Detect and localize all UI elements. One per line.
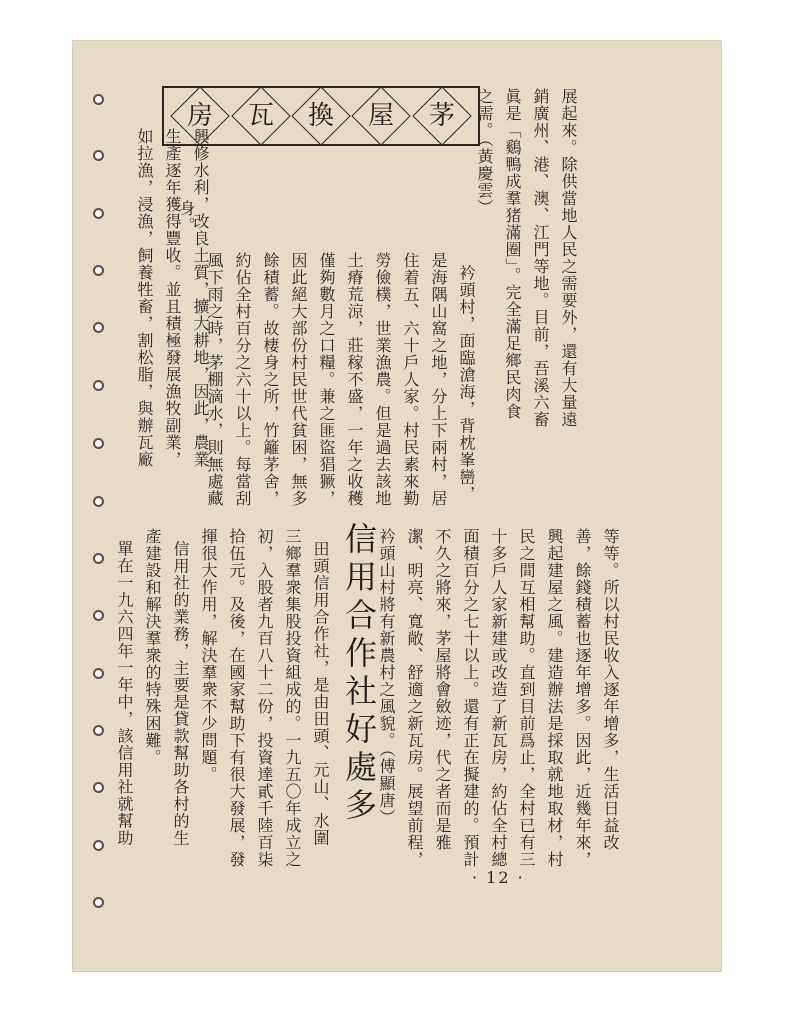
binding-hole: [93, 897, 104, 908]
title-char-text: 房: [187, 100, 214, 131]
article1-col: 等等。所以村民收入逐年增多，生活日益改: [601, 528, 620, 851]
article1-col: 餘積蓄。故棲身之所，竹籬茅舍，: [261, 252, 280, 507]
article2-col: 三鄉羣衆集股投資組成的。一九五〇年成立之: [283, 528, 302, 868]
article1-col: 之需。（黃慶雲）: [475, 88, 494, 216]
article1-col: 面積百分之七十以上。還有正在擬建的。預計: [461, 528, 480, 868]
article1-col: 風下雨之時，茅棚滴水，則無處藏: [205, 252, 224, 507]
article2-col: 田頭信用合作社，是由田頭、元山、水圍: [311, 528, 330, 847]
article1-col: 展起來。除供當地人民之需要外，還有大量遠: [559, 88, 578, 428]
article1-col: 興修水利，改良土質，擴大耕地，因此，農業: [191, 128, 210, 468]
article1-col: 銷廣州、港、澳、江門等地。目前，吾溪六畜: [531, 88, 550, 428]
article1-col: 衿頭山村將有新農村之風貌。（傅顯唐）: [377, 528, 396, 826]
article1-col: 身。: [177, 200, 196, 234]
article1-col: 興起建屋之風。建造辦法是採取就地取材，村: [545, 528, 564, 868]
article1-col: 約佔全村百分之六十以上。每當刮: [233, 252, 252, 507]
title-char: [231, 86, 290, 145]
binding-hole: [93, 668, 104, 679]
article1-col: 潔、明亮、寬敞、舒適之新瓦房。展望前程，: [405, 528, 424, 868]
article1-col: 衿頭村，面臨滄海，背枕峯巒，: [457, 252, 476, 503]
binding-hole: [93, 553, 104, 564]
article2-col: 初，入股者九百八十二份，投資達貳千陸百柒: [255, 528, 274, 868]
article1-col: 十多戶人家新建或改造了新瓦房，約佔全村總: [489, 528, 508, 868]
article1-col: 僅夠數月之口糧。兼之匪盜猖獗，: [317, 252, 336, 507]
article2-col: 信用社的業務，主要是貸款幫助各村的生: [171, 528, 190, 847]
page-number: · 12 ·: [472, 868, 525, 887]
title-char: [291, 86, 350, 145]
article1-col: 不久之將來，茅屋將會斂迹，代之者而是雅: [433, 528, 452, 851]
binding-hole: [93, 94, 104, 105]
binding-hole: [93, 150, 104, 161]
article1-col: 如拉漁，浸漁，飼養牲畜，割松脂，與辦瓦廠: [135, 128, 154, 468]
article2-col: 單在一九六四年一年中，該信用社就幫助: [115, 528, 134, 847]
article1-col: 住着五、六十戶人家。村民素來勤: [401, 252, 420, 507]
title-char-text: 屋: [368, 100, 395, 131]
binding-hole: [93, 782, 104, 793]
binding-hole: [93, 380, 104, 391]
binding-hole: [93, 438, 104, 449]
title-char-text: 茅: [428, 100, 455, 131]
article1-col: 因此絕大部份村民世代貧困，無多: [289, 252, 308, 507]
article1-col: 民之間互相幫助。直到目前爲止，全村已有三: [517, 528, 536, 868]
binding-hole: [93, 840, 104, 851]
article1-col: 善，餘錢積蓄也逐年增多。因此，近幾年來，: [573, 528, 592, 868]
binding-hole: [93, 208, 104, 219]
title-char-text: 換: [307, 100, 334, 131]
title-char: [412, 86, 471, 145]
article2-title: 信用合作社好處多: [340, 522, 378, 826]
article1-col: 勞儉樸，世業漁農。但是過去該地: [373, 252, 392, 507]
binding-hole: [93, 610, 104, 621]
article1-col: 生產逐年獲得豐收。並且積極發展漁牧副業，: [163, 128, 182, 468]
binding-hole: [93, 496, 104, 507]
article2-col: 拾伍元。及後，在國家幫助下有很大發展，發: [227, 528, 246, 868]
article1-col: 眞是「鷄鴨成羣猪滿圈」。完全滿足鄉民肉食: [503, 88, 522, 420]
binding-hole: [93, 265, 104, 276]
title-char-text: 瓦: [247, 100, 274, 131]
title-char: [352, 86, 411, 145]
article1-col: 是海隅山窩之地，分上下兩村，居: [429, 252, 448, 507]
article1-col: 土瘠荒涼，莊稼不盛，一年之收穫: [345, 252, 364, 507]
article2-col: 產建設和解決羣衆的特殊困難。: [143, 528, 162, 766]
binding-hole: [93, 725, 104, 736]
binding-hole: [93, 322, 104, 333]
article2-col: 揮很大作用，解決羣衆不少問題。: [199, 528, 218, 783]
